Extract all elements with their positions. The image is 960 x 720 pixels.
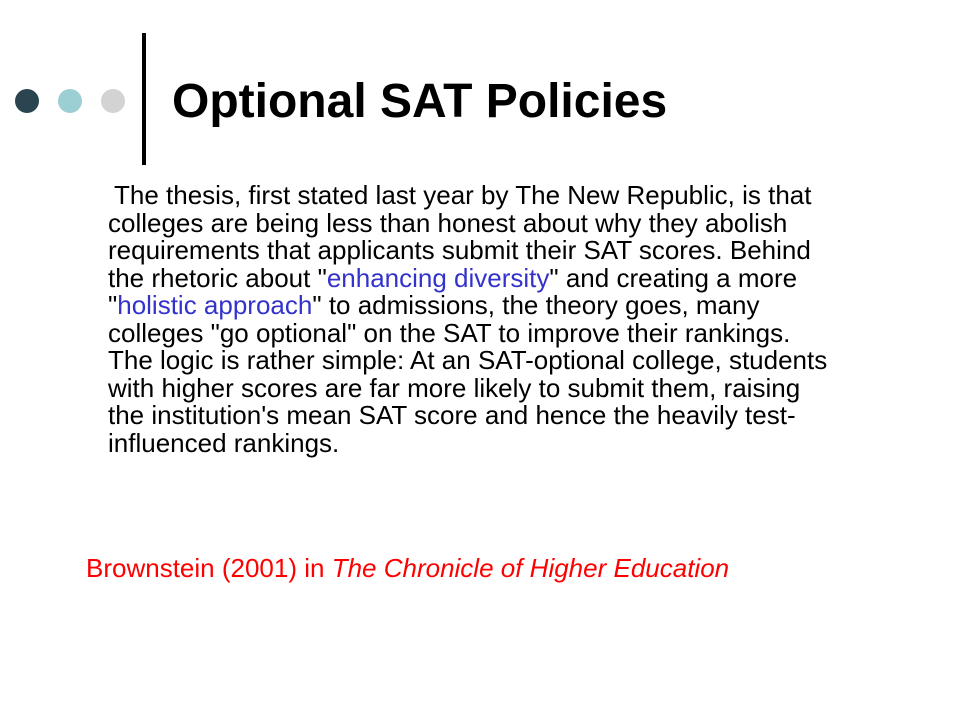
citation-publication: The Chronicle of Higher Education (331, 553, 730, 583)
citation-author-year: Brownstein (2001) in (86, 553, 332, 583)
citation (86, 552, 729, 584)
teal-dot-icon (58, 89, 82, 113)
dark-dot-icon (15, 89, 39, 113)
title-divider (142, 33, 146, 165)
decorative-dots (13, 87, 125, 115)
enhancing-diversity-link[interactable]: enhancing diversity (326, 262, 550, 293)
gray-dot-icon (101, 89, 125, 113)
holistic-approach-link[interactable]: holistic approach (117, 290, 313, 320)
quote-paragraph (108, 182, 838, 457)
quote-text-part-2: " and creating a more " (108, 262, 798, 320)
quote-text-part-3: " to admissions, the theory goes, many colleges "go optional" on the SAT to improve their rankings. The logic is rather simple: At an SAT-optional college, students with higher scores are far more likely to submit them, raising the institution's mean SAT score and hence the heavily test-influenced rankings. (108, 290, 828, 458)
quote-text-part-1: The thesis, first stated last year by The New Republic, is that colleges are being less than honest about why they abolish requirements that applicants submit their SAT scores. Behind the rhetoric about " (108, 180, 812, 293)
slide-title: Optional SAT Policies (172, 75, 668, 128)
